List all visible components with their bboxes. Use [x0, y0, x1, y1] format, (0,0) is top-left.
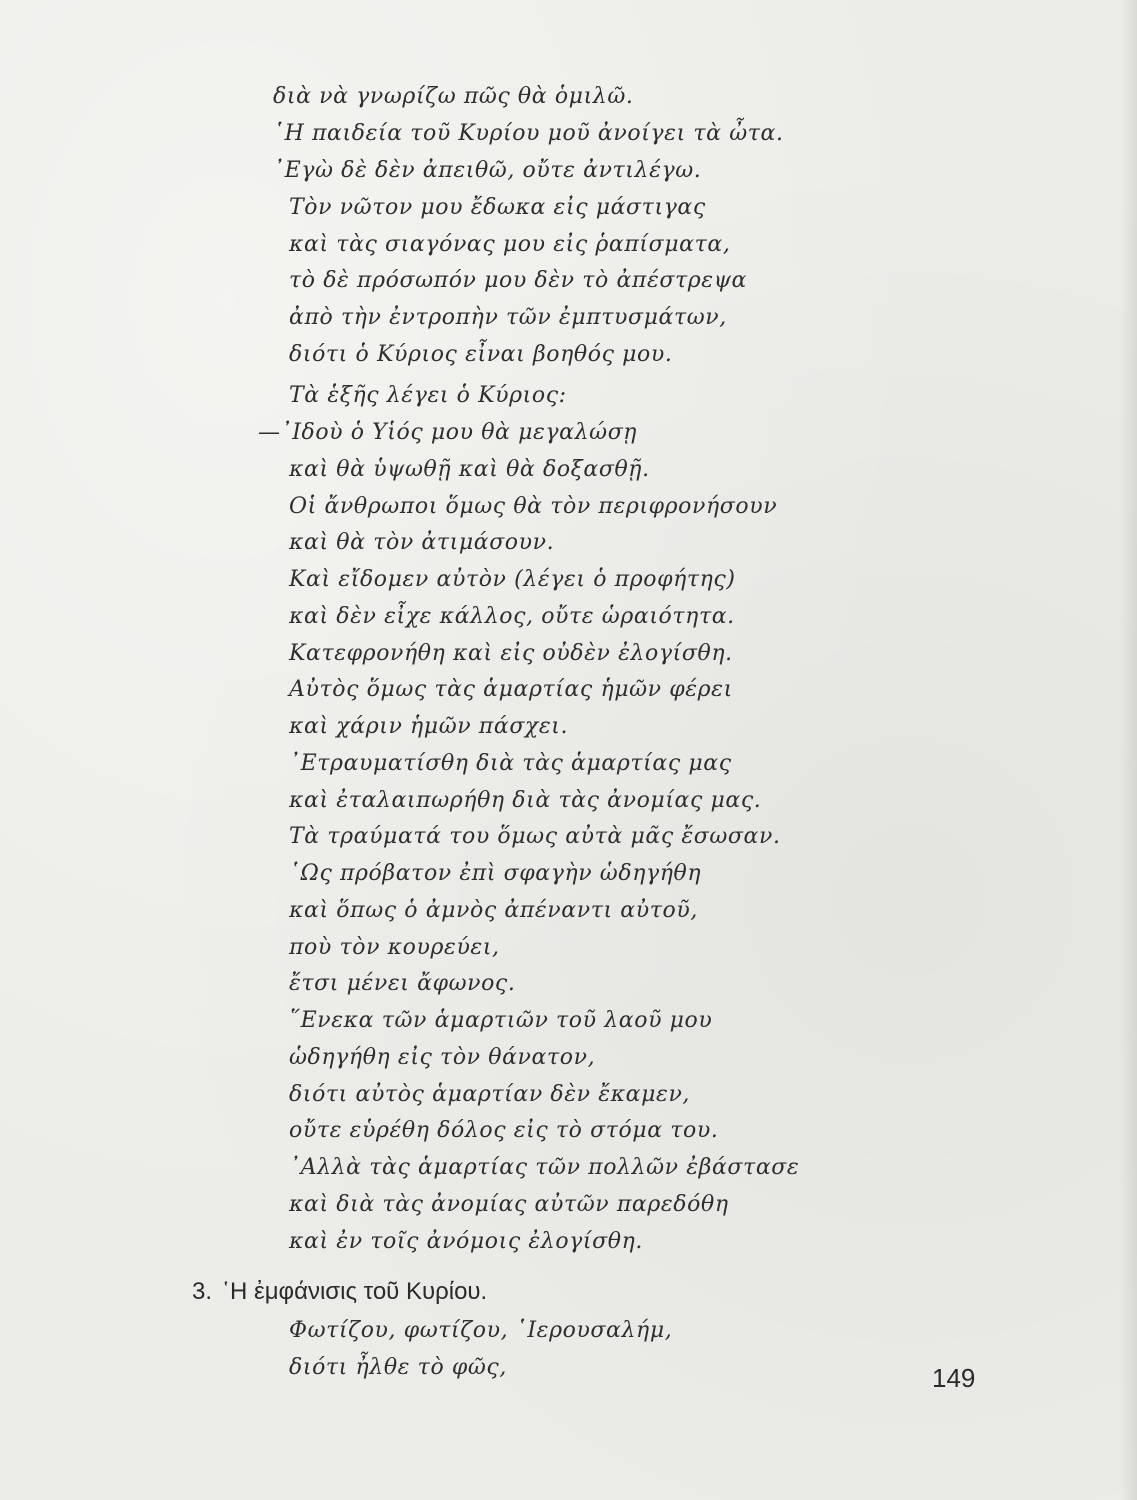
verse-line: καὶ χάριν ἡμῶν πάσχει.: [289, 714, 569, 739]
verse-line: ῾Ως πρόβατον ἐπὶ σφαγὴν ὡδηγήθη: [289, 861, 702, 886]
page-number: 149: [932, 1363, 976, 1393]
section-title: ῾Η ἐμφάνισις τοῦ Κυρίου.: [222, 1278, 488, 1305]
verse-line: διὰ νὰ γνωρίζω πῶς θὰ ὁμιλῶ.: [273, 84, 634, 109]
verse-line: διότι ἦλθε τὸ φῶς,: [289, 1355, 507, 1380]
verse-line: ᾿Εγὼ δὲ δὲν ἀπειθῶ, οὔτε ἀντιλέγω.: [273, 158, 702, 183]
verse-line: Οἱ ἄνθρωποι ὅμως θὰ τὸν περιφρονήσουν: [289, 494, 778, 519]
verse-line: —᾿Ιδοὺ ὁ Υἱός μου θὰ μεγαλώσῃ: [258, 420, 638, 445]
verse-line: καὶ ὅπως ὁ ἀμνὸς ἀπέναντι αὐτοῦ,: [289, 898, 698, 923]
verse-line: ᾿Ετραυματίσθη διὰ τὰς ἁμαρτίας μας: [289, 751, 732, 776]
verse-line: καὶ ἐν τοῖς ἀνόμοις ἐλογίσθη.: [289, 1229, 643, 1254]
verse-line: καὶ θὰ ὑψωθῇ καὶ θὰ δοξασθῇ.: [289, 457, 650, 482]
verse-line: Τὰ ἑξῆς λέγει ὁ Κύριος:: [289, 383, 567, 408]
verse-line: ἔτσι μένει ἄφωνος.: [289, 971, 516, 996]
verse-line: Τὰ τραύματά του ὅμως αὐτὰ μᾶς ἔσωσαν.: [289, 824, 781, 849]
verse-line: ῾Η παιδεία τοῦ Κυρίου μοῦ ἀνοίγει τὰ ὦτα.: [273, 121, 784, 146]
verse-line: καὶ θὰ τὸν ἀτιμάσουν.: [289, 530, 555, 555]
verse-line: διότι αὐτὸς ἁμαρτίαν δὲν ἔκαμεν,: [289, 1082, 691, 1107]
verse-line: ὡδηγήθη εἰς τὸν θάνατον,: [289, 1045, 596, 1070]
verse-line: καὶ τὰς σιαγόνας μου εἰς ῥαπίσματα,: [289, 232, 731, 257]
verse-line: καὶ διὰ τὰς ἀνομίας αὐτῶν παρεδόθη: [289, 1192, 729, 1217]
page-edge-shadow: [1119, 0, 1137, 1500]
verse-line: καὶ ἐταλαιπωρήθη διὰ τὰς ἀνομίας μας.: [289, 788, 762, 813]
verse-line: Κατεφρονήθη καὶ εἰς οὐδὲν ἐλογίσθη.: [289, 641, 733, 666]
verse-line: ᾿Αλλὰ τὰς ἁμαρτίας τῶν πολλῶν ἐβάστασε: [289, 1155, 800, 1180]
section-heading: [192, 1277, 487, 1307]
verse-line: ῞Ενεκα τῶν ἁμαρτιῶν τοῦ λαοῦ μου: [289, 1008, 713, 1033]
verse-line: τὸ δὲ πρόσωπόν μου δὲν τὸ ἀπέστρεψα: [289, 268, 748, 293]
verse-line: ποὺ τὸν κουρεύει,: [289, 935, 500, 960]
verse-line: οὔτε εὑρέθη δόλος εἰς τὸ στόμα του.: [289, 1118, 719, 1143]
section-number: 3.: [192, 1278, 213, 1305]
verse-line: Φωτίζου, φωτίζου, ῾Ιερουσαλήμ,: [289, 1318, 673, 1343]
verse-line: ἀπὸ τὴν ἐντροπὴν τῶν ἐμπτυσμάτων,: [289, 305, 727, 330]
verse-line: Τὸν νῶτον μου ἔδωκα εἰς μάστιγας: [289, 195, 706, 220]
verse-line: Καὶ εἴδομεν αὐτὸν (λέγει ὁ προφήτης): [289, 567, 736, 592]
verse-line: διότι ὁ Κύριος εἶναι βοηθός μου.: [289, 342, 673, 367]
verse-line: καὶ δὲν εἶχε κάλλος, οὔτε ὡραιότητα.: [289, 604, 735, 629]
verse-line: Αὐτὸς ὅμως τὰς ἁμαρτίας ἡμῶν φέρει: [289, 677, 733, 702]
